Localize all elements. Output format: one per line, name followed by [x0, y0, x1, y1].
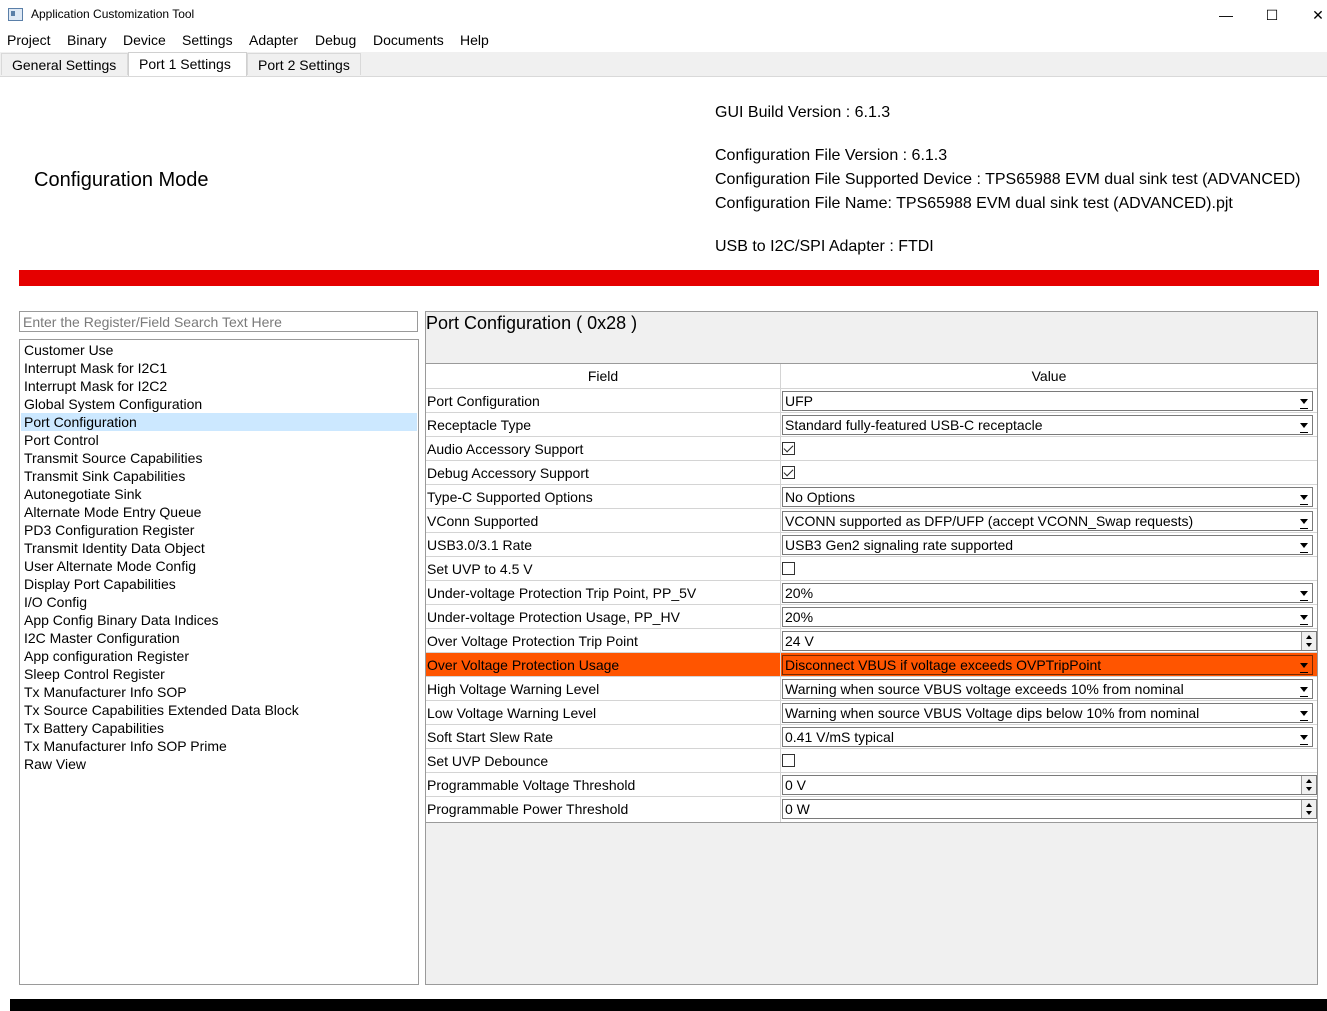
field-label: Programmable Voltage Threshold — [427, 777, 636, 793]
chevron-down-icon — [1300, 519, 1308, 524]
table-row — [426, 461, 1317, 485]
window-title: Application Customization Tool — [31, 7, 195, 21]
register-list[interactable] — [19, 339, 419, 985]
menu-settings[interactable]: Settings — [182, 32, 233, 48]
value-dropdown[interactable]: 20% — [782, 607, 1313, 627]
field-label: VConn Supported — [427, 513, 539, 529]
register-item-alternate-mode-entry-queue[interactable]: Alternate Mode Entry Queue — [24, 504, 202, 520]
field-label: Receptacle Type — [427, 417, 532, 433]
register-item-tx-source-capabilities-extended[interactable]: Tx Source Capabilities Extended Data Block — [24, 702, 299, 718]
tab-port1-settings[interactable]: Port 1 Settings — [128, 52, 247, 76]
table-row — [426, 677, 1317, 701]
config-file-version: Configuration File Version : 6.1.3 — [715, 147, 948, 164]
close-icon[interactable]: ✕ — [1312, 6, 1324, 23]
chevron-down-icon — [1300, 615, 1308, 620]
value-dropdown[interactable]: 0.41 V/mS typical — [782, 727, 1313, 747]
table-row — [426, 773, 1317, 797]
spin-arrows-icon[interactable] — [1301, 800, 1316, 818]
menu-bar — [0, 30, 1327, 52]
field-label: USB3.0/3.1 Rate — [427, 537, 533, 553]
table-row — [426, 389, 1317, 413]
chevron-down-icon — [1300, 423, 1308, 428]
field-label: Debug Accessory Support — [427, 465, 589, 481]
chevron-down-icon — [1300, 399, 1308, 404]
register-item-transmit-identity-data-object[interactable]: Transmit Identity Data Object — [24, 540, 205, 556]
field-label: Over Voltage Protection Trip Point — [427, 633, 638, 649]
value-checkbox[interactable] — [782, 754, 795, 767]
field-label: Set UVP Debounce — [427, 753, 549, 769]
value-spinbox[interactable]: 0 V — [782, 775, 1317, 795]
register-item-autonegotiate-sink[interactable]: Autonegotiate Sink — [24, 486, 142, 502]
menu-project[interactable]: Project — [7, 32, 51, 48]
value-dropdown[interactable]: 20% — [782, 583, 1313, 603]
register-item-user-alternate-mode-config[interactable]: User Alternate Mode Config — [24, 558, 196, 574]
menu-documents[interactable]: Documents — [373, 32, 444, 48]
value-dropdown[interactable]: VCONN supported as DFP/UFP (accept VCONN_Swap requests) — [782, 511, 1313, 531]
register-item-tx-manufacturer-info-sop-prime[interactable]: Tx Manufacturer Info SOP Prime — [24, 738, 227, 754]
value-dropdown[interactable]: No Options — [782, 487, 1313, 507]
title-bar — [0, 0, 1327, 30]
register-item-tx-battery-capabilities[interactable]: Tx Battery Capabilities — [24, 720, 165, 736]
register-item-interrupt-mask-i2c1[interactable]: Interrupt Mask for I2C1 — [24, 360, 168, 376]
value-dropdown[interactable]: Warning when source VBUS voltage exceeds 10% from nominal — [782, 679, 1313, 699]
register-item-transmit-sink-capabilities[interactable]: Transmit Sink Capabilities — [24, 468, 186, 484]
field-label: Over Voltage Protection Usage — [427, 657, 620, 673]
menu-adapter[interactable]: Adapter — [249, 32, 299, 48]
field-label: Under-voltage Protection Trip Point, PP_5V — [427, 585, 697, 601]
register-item-transmit-source-capabilities[interactable]: Transmit Source Capabilities — [24, 450, 203, 466]
field-label: Port Configuration — [427, 393, 540, 409]
register-item-interrupt-mask-i2c2[interactable]: Interrupt Mask for I2C2 — [24, 378, 168, 394]
field-value-table — [426, 363, 1317, 823]
gui-build-version: GUI Build Version : 6.1.3 — [715, 104, 891, 121]
table-row — [426, 797, 1317, 821]
chevron-down-icon — [1300, 663, 1308, 668]
status-bar-red — [19, 270, 1319, 286]
app-icon — [8, 8, 23, 21]
value-dropdown[interactable]: Warning when source VBUS Voltage dips below 10% from nominal — [782, 703, 1313, 723]
table-row — [426, 701, 1317, 725]
value-dropdown[interactable]: Disconnect VBUS if voltage exceeds OVPTripPoint — [782, 655, 1313, 675]
register-item-sleep-control-register[interactable]: Sleep Control Register — [24, 666, 165, 682]
configuration-mode-title: Configuration Mode — [34, 169, 209, 191]
value-dropdown[interactable]: Standard fully-featured USB-C receptacle — [782, 415, 1313, 435]
register-item-app-config-binary-data-indices[interactable]: App Config Binary Data Indices — [24, 612, 219, 628]
register-item-port-configuration[interactable]: Port Configuration — [21, 413, 417, 431]
table-row — [426, 629, 1317, 653]
register-item-customer-use[interactable]: Customer Use — [24, 342, 114, 358]
field-label: Set UVP to 4.5 V — [427, 561, 533, 577]
table-row — [426, 509, 1317, 533]
register-item-tx-manufacturer-info-sop[interactable]: Tx Manufacturer Info SOP — [24, 684, 187, 700]
chevron-down-icon — [1300, 711, 1308, 716]
column-header-field: Field — [426, 364, 780, 388]
register-item-raw-view[interactable]: Raw View — [24, 756, 86, 772]
chevron-down-icon — [1300, 591, 1308, 596]
chevron-down-icon — [1300, 495, 1308, 500]
panel-title: Port Configuration ( 0x28 ) — [426, 313, 638, 333]
chevron-down-icon — [1300, 687, 1308, 692]
config-file-name: Configuration File Name: TPS65988 EVM dual sink test (ADVANCED).pjt — [715, 195, 1233, 212]
field-label: Low Voltage Warning Level — [427, 705, 597, 721]
field-label: Audio Accessory Support — [427, 441, 584, 457]
spin-arrows-icon[interactable] — [1301, 632, 1316, 650]
table-row — [426, 725, 1317, 749]
table-row — [426, 485, 1317, 509]
table-row — [426, 413, 1317, 437]
table-row — [426, 533, 1317, 557]
table-row — [426, 605, 1317, 629]
chevron-down-icon — [1300, 735, 1308, 740]
menu-help[interactable]: Help — [460, 32, 489, 48]
field-label: Soft Start Slew Rate — [427, 729, 554, 745]
register-item-i2c-master-configuration[interactable]: I2C Master Configuration — [24, 630, 180, 646]
config-supported-device: Configuration File Supported Device : TPS65988 EVM dual sink test (ADVANCED) — [715, 171, 1301, 188]
table-row-highlighted — [426, 653, 1317, 677]
register-item-port-control[interactable]: Port Control — [24, 432, 99, 448]
column-header-value: Value — [781, 364, 1317, 388]
register-item-io-config[interactable]: I/O Config — [24, 594, 88, 610]
adapter-info: USB to I2C/SPI Adapter : FTDI — [715, 238, 934, 255]
value-checkbox[interactable] — [782, 442, 795, 455]
value-spinbox[interactable]: 24 V — [782, 631, 1317, 651]
maximize-icon[interactable]: ☐ — [1265, 6, 1279, 23]
table-row — [426, 749, 1317, 773]
table-row — [426, 581, 1317, 605]
field-label: Under-voltage Protection Usage, PP_HV — [427, 609, 680, 625]
bottom-status-bar — [10, 999, 1327, 1011]
table-row — [426, 557, 1317, 581]
register-item-pd3-configuration[interactable]: PD3 Configuration Register — [24, 522, 195, 538]
value-checkbox[interactable] — [782, 562, 795, 575]
minimize-icon[interactable]: — — [1219, 7, 1233, 23]
chevron-down-icon — [1300, 543, 1308, 548]
menu-binary[interactable]: Binary — [67, 32, 107, 48]
register-item-app-configuration-register[interactable]: App configuration Register — [24, 648, 189, 664]
table-row — [426, 437, 1317, 461]
value-dropdown[interactable]: USB3 Gen2 signaling rate supported — [782, 535, 1313, 555]
menu-debug[interactable]: Debug — [315, 32, 357, 48]
menu-device[interactable]: Device — [123, 32, 166, 48]
value-dropdown[interactable]: UFP — [782, 391, 1313, 411]
value-spinbox[interactable]: 0 W — [782, 799, 1317, 819]
field-label: High Voltage Warning Level — [427, 681, 600, 697]
tab-general-settings[interactable]: General Settings — [1, 53, 128, 75]
value-checkbox[interactable] — [782, 466, 795, 479]
field-label: Type-C Supported Options — [427, 489, 593, 505]
tab-port2-settings[interactable]: Port 2 Settings — [247, 53, 361, 75]
spin-arrows-icon[interactable] — [1301, 776, 1316, 794]
register-item-global-system-configuration[interactable]: Global System Configuration — [24, 396, 203, 412]
register-search-input[interactable] — [19, 311, 418, 332]
register-item-display-port-capabilities[interactable]: Display Port Capabilities — [24, 576, 176, 592]
tab-strip — [0, 52, 1327, 77]
field-label: Programmable Power Threshold — [427, 801, 629, 817]
